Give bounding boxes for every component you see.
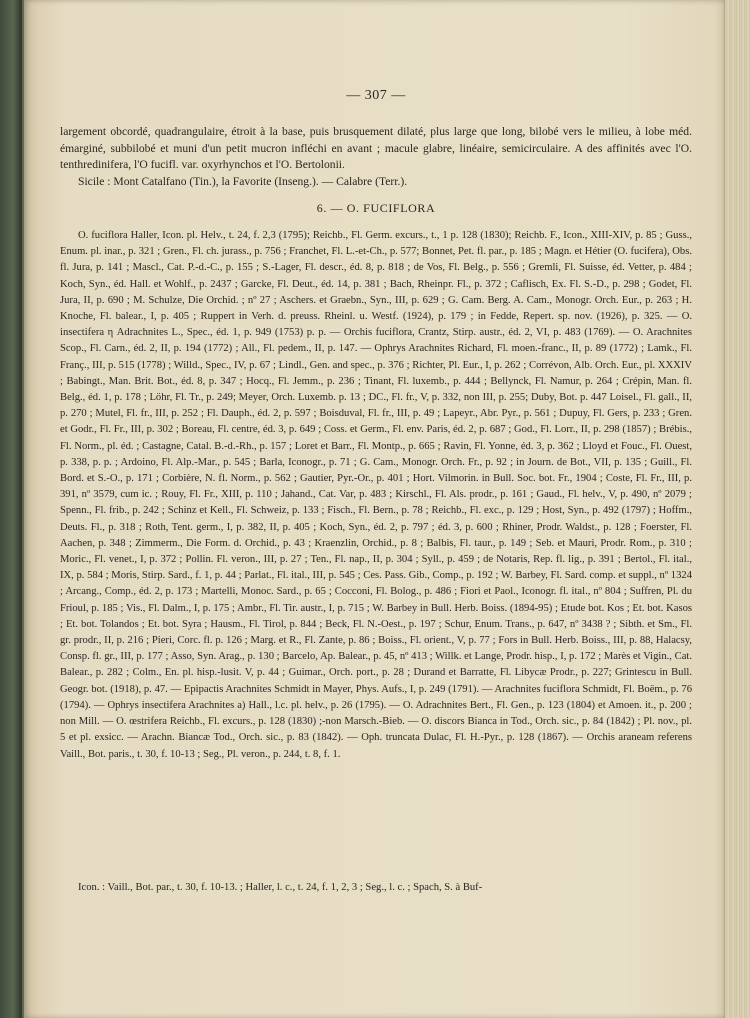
section-heading: 6. — O. FUCIFLORA (316, 201, 436, 215)
page-edges (724, 0, 750, 1018)
locality-line: Sicile : Mont Catalfano (Tin.), la Favorite (Inseng.). — Calabre (Terr.). (78, 174, 408, 188)
intro-paragraph-block (60, 124, 692, 190)
bibliography-paragraph: O. fuciflora Haller, Icon. pl. Helv., t. 24, f. 2,3 (1795); Reichb., Fl. Germ. excurs., t., 1 p. 128 (1830); Reichb. F., Icon., XIII-XIV, p. 85 ; Guss., Enum. pl. inar., p. 321 ; Gren., Fl. ch. jurass., p. 756 ; Franchet, Fl. L.-et-Ch., p. 577; Bonnet, Pet. fl. par., p. 185 ; Magn. et Hétier (O. fucifera), Obs. fl. Jura, p. 141 ; Mascl., Cat. P.-d.-C., p. 155 ; S.-Lager, Fl. descr., éd. 8, p. 818 ; de Vos, Fl. Belg., p. 556 ; Gremli, Fl. Suisse, éd. Vetter, p. 484 ; Koch, Syn., éd. Hall. et Wohlf., p. 2437 ; Garcke, Fl. Deut., éd. 14, p. 381 ; Bach, Rheinpr. Fl., p. 372 ; Caflisch, Ex. Fl. S.-D., p. 298 ; Godet, Fl. Jura, II, p. 690 ; M. Schulze, Die Orchid. ; nº 27 ; Aschers. et Graebn., Syn., III, p. 629 ; G. Cam. Berg. A. Cam., Monogr. Orch. Eur., p. 263 ; H. Knoche, Fl. balear., I, p. 405 ; Ruppert in Verh. d. preuss. Rheinl. u. Westf. (1924), p. 179 ; in Fedde, Repert. sp. nov. (1926), p. 325. — O. insectifera η Adrachnites L., Spec., éd. 1, p. 949 (1753) p. p. — Orchis fuciflora, Crantz, Stirp. austr., éd. 2, VI, p. 483 (1769). — O. Arachnites Scop., Fl. Carn., éd. 2, II, p. 194 (1772) ; All., Fl. pedem., II, p. 147. — Ophrys Arachnites Richard, Fl. moen.-franc., II, p. 89 (1772) ; Lamk., Fl. Franç., III, p. 515 (1778) ; Willd., Spec., IV, p. 67 ; Lindl., Gen. and spec., p. 376 ; Richter, Pl. Eur., I, p. 262 ; Corrévon, Alb. Orch. Eur., pl. XXXIV ; Babingt., Man. Brit. Bot., éd. 8, p. 347 ; Hocq., Fl. Jemm., p. 236 ; Tinant, Fl. luxemb., p. 444 ; Bellynck, Fl. Namur, p. 264 ; Crépin, Man. fl. Belg., éd. 1, p. 178 ; Löhr, Fl. Tr., p. 249; Meyer, Orch. Luxemb. p. 13 ; DC., Fl. fr., V, p. 332, non III, p. 255; Duby, Bot. p. 447 Loisel., Fl. gall., II, p. 270 ; Mutel, Fl. fr., III, p. 252 ; Fl. Dauph., éd. 2, p. 597 ; Boisduval, Fl. fr., III, p. 49 ; Lapeyr., Abr. Pyr., p. 561 ; Dupuy, Fl. Gers, p. 233 ; Gren. et Godr., Fl. Fr., III, p. 302 ; Boreau, Fl. centre, éd. 3, p. 649 ; Coss. et Germ., Fl. env. Paris, éd. 2, p. 687 ; God., Fl. Lorr., II, p. 298 (1857) ; Brébis., Fl. Norm., pl. éd. ; Castagne, Catal. B.-d.-Rh., p. 157 ; Loret et Barr., Fl. Montp., p. 665 ; Ravin, Fl. Yonne, éd. 3, p. 362 ; Lloyd et Fouc., Fl. Ouest, p. 338, p. p. ; Ardoino, Fl. Alp.-Mar., p. 545 ; Barla, Iconogr., p. 71 ; G. Cam., Monogr. Orch. Fr., p. 92 ; in Journ. de Bot., VII, p. 135 ; Guill., Fl. Bord. et S.-O., p. 171 ; Corbière, N. fl. Norm., p. 562 ; Gautier, Pyr.-Or., p. 401 ; Hort. Vilmorin. in Bull. Soc. bot. Fr., 1904 ; Coste, Fl. Fr., III, p. 391, nº 3579, cum ic. ; Rouy, Fl. Fr., XIII, p. 110 ; Jahand., Cat. Var, p. 483 ; Kirschl., Fl. Als. prodr., p. 161 ; Gaud., Fl. helv., V, p. 490, nº 2079 ; Spenn., Fl. frib., p. 242 ; Schinz et Kell., Fl. Schweiz, p. 133 ; Fisch., Fl. Bern., p. 78 ; Reichb., Fl. exc., p. 129 ; Host, Syn., p. 492 (1797) ; Hoffm., Deuts. Fl., p. 318 ; Roth, Tent. germ., I, p. 382, II, p. 405 ; Koch, Syn., éd. 2, p. 797 ; éd. 3, p. 600 ; Rhiner, Prodr. Waldst., p. 128 ; Foerster, Fl. Aachen, p. 348 ; Zimmerm., Die Form. d. Orchid., p. 43 ; Kraenzlin, Orchid., p. 8 ; Balbis, Fl. taur., p. 149 ; Seb. et Mauri, Prodr. Rom., p. 310 ; Moric., Fl. venet., I, p. 372 ; Pollin. Fl. veron., III, p. 27 ; Ten., Fl. nap., II, p. 304 ; Syll., p. 459 ; de Notaris, Rep. fl. lig., p. 391 ; Bertol., Fl. ital., IX, p. 584 ; Moris, Stirp. Sard., f. 1, p. 44 ; Parlat., Fl. ital., III, p. 545 ; Ces. Pass. Gib., Comp., p. 192 ; W. Barbey, Fl. Sard. comp. et suppl., nº 1324 ; Arcang., Comp., éd. 2, p. 173 ; Martelli, Monoc. Sard., p. 65 ; Cocconi, Fl. Bolog., p. 486 ; Fiori et Paol., Iconogr. fl. ital., nº 804 ; Suffren, Pl. du Frioul, p. 185 ; Vis., Fl. Dalm., I, p. 175 ; Ambr., Fl. Tir. austr., I, p. 715 ; W. Barbey in Bull. Herb. Boiss. (1894-95) ; Etude bot. Kos ; Et. bot. Kasos ; Et. bot. Tolandos ; Et. bot. Syra ; Hausm., Fl. Tirol, p. 844 ; Beck, Fl. N.-Oest., p. 197 ; Schur, Enum. Trans., p. 647, nº 3438 ? ; Sibth. et Sm., Fl. gr. prodr., II, p. 216 ; Pieri, Corc. fl. p. 126 ; Marg. et R., Fl. Zante, p. 86 ; Boiss., Fl. orient., V, p. 77 ; Fors in Bull. Herb. Boiss., III, p. 88, Halacsy, Consp. fl. gr., III, p. 177 ; Asso, Syn. Arag., p. 130 ; Barcelo, Ap. Balear., p. 45, nº 413 ; Willk. et Lange, Prodr. hisp., I, p. 172 ; Marès et Vigin., Cat. Balear., p. 282 ; Colm., En. pl. hisp.-lusit. V, p. 44 ; Guimar., Orch. port., p. 28 ; Durand et Barratte, Fl. Libycæ Prodr., p. 227; Grintescu in Bull. Geogr. bot. (1918), p. 47. — Epipactis Arachnites Schmidt in Mayer, Phys. Aufs., I, p. 249 (1791). — Arachnites fuciflora Schmidt, Fl. Boëm., p. 76 (1794). — Ophrys insectifera Arachnites a) Hall., l.c. pl. helv., p. 26 (1795). — O. Adrachnites Bert., Fl. Gen., p. 123 (1804) et Amoen. it., p. 200 ; non Mill. — O. œstrifera Reichb., Fl. excurs., p. 128 (1830) ;-non Marsch.-Bieb. — O. discors Bianca in Tod., Orch. sic., p. 84 (1842) ; Pl. nov., pl. 5 et pl. exsicc. — Arachn. Biancæ Tod., Orch. sic., p. 83 (1842). — Oph. truncata Dulac, Fl. H.-Pyr., p. 128 (1867). — Orchis araneam referens Vaill., Bot. paris., t. 30, f. 10-13 ; Seg., Pl. veron., p. 244, t. 8, f. 1. (60, 230, 692, 760)
intro-paragraph: largement obcordé, quadrangulaire, étroit à la base, puis brusquement dilaté, plus large que long, bilobé vers le milieu, à lobe méd. émarginé, subbilobé et muni d'un petit mucron infléchi en avant ; macule glabre, linéaire, semicirculaire. A des affinités avec l'O. tenthredinifera, l'O fucifl. var. oxyrhynchos et l'O. Bertolonii. (60, 125, 692, 171)
iconography-line: Icon. : Vaill., Bot. par., t. 30, f. 10-13. ; Haller, l. c., t. 24, f. 1, 2, 3 ; Seg., l. c. ; Spach, S. à Buf- (78, 882, 483, 893)
page-number: — 307 — (346, 88, 406, 103)
book-binding (0, 0, 22, 1018)
